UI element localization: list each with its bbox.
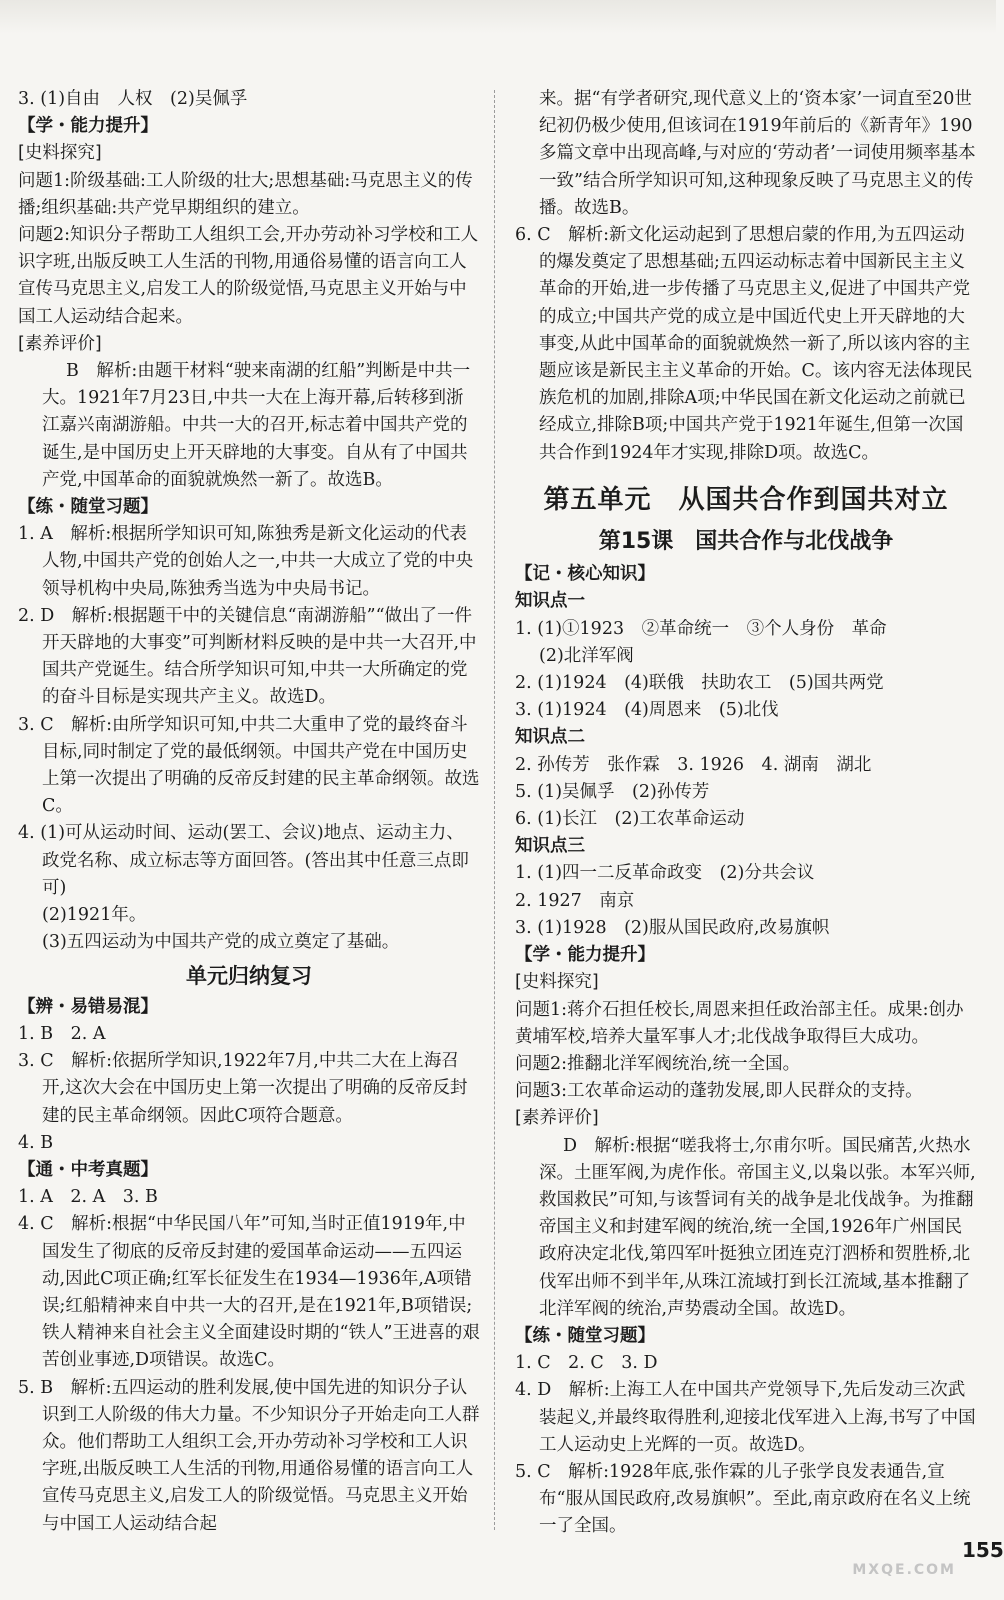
right-paragraph: 2. 孙传芳 张作霖 3. 1926 4. 湖南 湖北 [515, 754, 872, 775]
right-paragraph: 1. (1)四一二反革命政变 (2)分共会议 [515, 863, 815, 884]
right-paragraph: 3. (1)1924 (4)周恩来 (5)北伐 [515, 700, 779, 721]
right-paragraph: 6. C 解析:新文化运动起到了思想启蒙的作用,为五四运动的爆发奠定了思想基础;五四运动标志着中国新民主主义革命的开始,进一步传播了马克思主义,促进了中国共产党的成立;中国共产党的成立是中国近代史上开天辟地的大事变,从此中国革命的面貌就焕然一新了,所以该内容的主题应该是新民主主义革命的开始。C。该内容无法体现民族危机的加剧,排除A项;中华民国在新文化运动之前就已经成立,排除B项;中国共产党于1921年诞生,但第一次国共合作到1924年才实现,排除D项。故选C。 [515, 225, 973, 463]
left-paragraph: (2)1921年。 [42, 905, 147, 926]
right-paragraph: [史料探究] [515, 972, 599, 993]
right-paragraph: 1. (1)①1923 ②革命统一 ③个人身份 革命 [515, 618, 887, 639]
right-paragraph: [素养评价] [515, 1108, 599, 1129]
right-paragraph: 知识点二 [515, 727, 585, 748]
right-paragraph: 问题1:蒋介石担任校长,周恩来担任政治部主任。成果:创办黄埔军校,培养大量军事人才;北伐战争取得巨大成功。 [515, 999, 964, 1047]
left-paragraph: (3)五四运动为中国共产党的成立奠定了基础。 [42, 932, 400, 953]
left-paragraph: 3. (1)自由 人权 (2)吴佩孚 [18, 89, 248, 109]
left-paragraph: 3. C 解析:由所学知识可知,中共二大重申了党的最终奋斗目标,同时制定了党的最低纲领。中国共产党在中国历史上第一次提出了明确的反帝反封建的民主革命纲领。故选C。 [18, 714, 480, 817]
right-paragraph: 5. C 解析:1928年底,张作霖的儿子张学良发表通告,宣布“服从国民政府,改易旗帜”。至此,南京政府在名义上统一了全国。 [515, 1461, 971, 1537]
left-paragraph: 1. A 2. A 3. B [18, 1187, 158, 1208]
left-paragraph: B 解析:由题干材料“驶来南湖的红船”判断是中共一大。1921年7月23日,中共一大在上海开幕,后转移到浙江嘉兴南湖游船。中共一大的召开,标志着中国共产党的诞生,是中国历史上开天辟地的大事变。自从有了中国共产党,中国革命的面貌就焕然一新了。故选B。 [42, 361, 471, 490]
right-paragraph: 【学・能力提升】 [515, 945, 655, 966]
right-paragraph: 【记・核心知识】 [515, 564, 655, 585]
right-paragraph: 问题3:工农革命运动的蓬勃发展,即人民群众的支持。 [515, 1081, 923, 1102]
left-paragraph: 2. D 解析:根据题干中的关键信息“南湖游船”“做出了一件开天辟地的大事变”可判断材料反映的是中共一大召开,中国共产党诞生。结合所学知识可知,中共一大所确定的党的奋斗目标是实现共产主义。故选D。 [18, 605, 477, 708]
left-paragraph: 【学・能力提升】 [18, 116, 158, 137]
right-paragraph: 3. (1)1928 (2)服从国民政府,改易旗帜 [515, 917, 830, 938]
left-paragraph: 1. B 2. A [18, 1023, 106, 1044]
right-paragraph: 2. (1)1924 (4)联俄 扶助农工 (5)国共两党 [515, 673, 884, 694]
right-paragraph: 知识点一 [515, 591, 585, 612]
left-paragraph: 【通・中考真题】 [18, 1159, 158, 1180]
right-paragraph: 6. (1)长江 (2)工农革命运动 [515, 809, 745, 830]
left-paragraph: 5. B 解析:五四运动的胜利发展,使中国先进的知识分子认识到工人阶级的伟大力量。不少知识分子开始走向工人群众。他们帮助工人组织工会,开办劳动补习学校和工人识字班,出版反映工人生活的刊物,用通俗易懂的语言向工人宣传马克思主义,启发工人的阶级觉悟。马克思主义开始与中国工人运动结合起 [18, 1377, 480, 1534]
left-column [18, 86, 480, 1538]
right-paragraph: 1. C 2. C 3. D [515, 1353, 658, 1374]
page-number: 155 [962, 1538, 1004, 1562]
left-paragraph: 单元归纳复习 [186, 963, 312, 988]
right-paragraph: 【练・随堂习题】 [515, 1325, 655, 1346]
left-paragraph: 4. C 解析:根据“中华民国八年”可知,当时正值1919年,中国发生了彻底的反帝反封建的爱国革命运动——五四运动,因此C项正确;红军长征发生在1934—1936年,A项错误;红船精神来自中共一大的召开,是在1921年,B项错误;铁人精神来自社会主义全面建设时期的“铁人”王进喜的艰苦创业事迹,D项错误。故选C。 [18, 1214, 480, 1371]
right-paragraph: 2. 1927 南京 [515, 890, 635, 911]
right-paragraph: 5. (1)吴佩孚 (2)孙传芳 [515, 781, 710, 802]
right-paragraph: 第五单元 从国共合作到国共对立 [543, 484, 949, 515]
column-divider [494, 90, 495, 1530]
left-paragraph: 问题2:知识分子帮助工人组织工会,开办劳动补习学校和工人识字班,出版反映工人生活的刊物,用通俗易懂的语言向工人宣传马克思主义,启发工人的阶级觉悟,马克思主义开始与中国工人运动结合起来。 [18, 225, 479, 327]
left-paragraph: [素养评价] [18, 333, 102, 354]
left-paragraph: 问题1:阶级基础:工人阶级的壮大;思想基础:马克思主义的传播;组织基础:共产党早期组织的建立。 [18, 170, 473, 218]
left-paragraph: [史料探究] [18, 143, 102, 164]
right-column [515, 86, 977, 1541]
left-paragraph: 4. B [18, 1132, 54, 1153]
right-paragraph: 知识点三 [515, 836, 585, 857]
right-paragraph: 第15课 国共合作与北伐战争 [598, 529, 894, 555]
top-edge [0, 0, 996, 34]
left-paragraph: 【练・随堂习题】 [18, 497, 158, 518]
right-paragraph: D 解析:根据“嗟我将士,尔甫尔听。国民痛苦,火热水深。土匪军阀,为虎作伥。帝国主义,以枭以张。本军兴师,救国救民”可知,与该誓词有关的战争是北伐战争。为推翻帝国主义和封建军阀的统治,统一全国,1926年广州国民政府决定北伐,第四军叶挺独立团连克汀泗桥和贺胜桥,北伐军出师不到半年,从珠江流域打到长江流域,基本推翻了北洋军阀的统治,声势震动全国。故选D。 [539, 1135, 976, 1319]
right-paragraph: (2)北洋军阀 [539, 645, 634, 666]
left-paragraph: 【辨・易错易混】 [18, 996, 158, 1017]
left-paragraph: 3. C 解析:依据所学知识,1922年7月,中共二大在上海召开,这次大会在中国历史上第一次提出了明确的反帝反封建的民主革命纲领。因此C项符合题意。 [18, 1051, 468, 1126]
right-paragraph: 问题2:推翻北洋军阀统治,统一全国。 [515, 1053, 801, 1074]
watermark: MXQE.COM [852, 1562, 956, 1578]
right-paragraph: 4. D 解析:上海工人在中国共产党领导下,先后发动三次武装起义,并最终取得胜利,迎接北伐军进入上海,书写了中国工人运动史上光辉的一页。故选D。 [515, 1380, 976, 1455]
right-paragraph: 来。据“有学者研究,现代意义上的‘资本家’一词直至20世纪初仍极少使用,但该词在1919年前后的《新青年》190多篇文章中出现高峰,与对应的‘劳动者’一词使用频率基本一致”结合所学知识可知,这种现象反映了马克思主义的传播。故选B。 [539, 89, 976, 218]
left-paragraph: 1. A 解析:根据所学知识可知,陈独秀是新文化运动的代表人物,中国共产党的创始人之一,中共一大成立了党的中央领导机构中央局,陈独秀当选为中央局书记。 [18, 524, 474, 599]
left-paragraph: 4. (1)可从运动时间、运动(罢工、会议)地点、运动主力、政党名称、成立标志等方面回答。(答出其中任意三点即可) [18, 823, 469, 898]
